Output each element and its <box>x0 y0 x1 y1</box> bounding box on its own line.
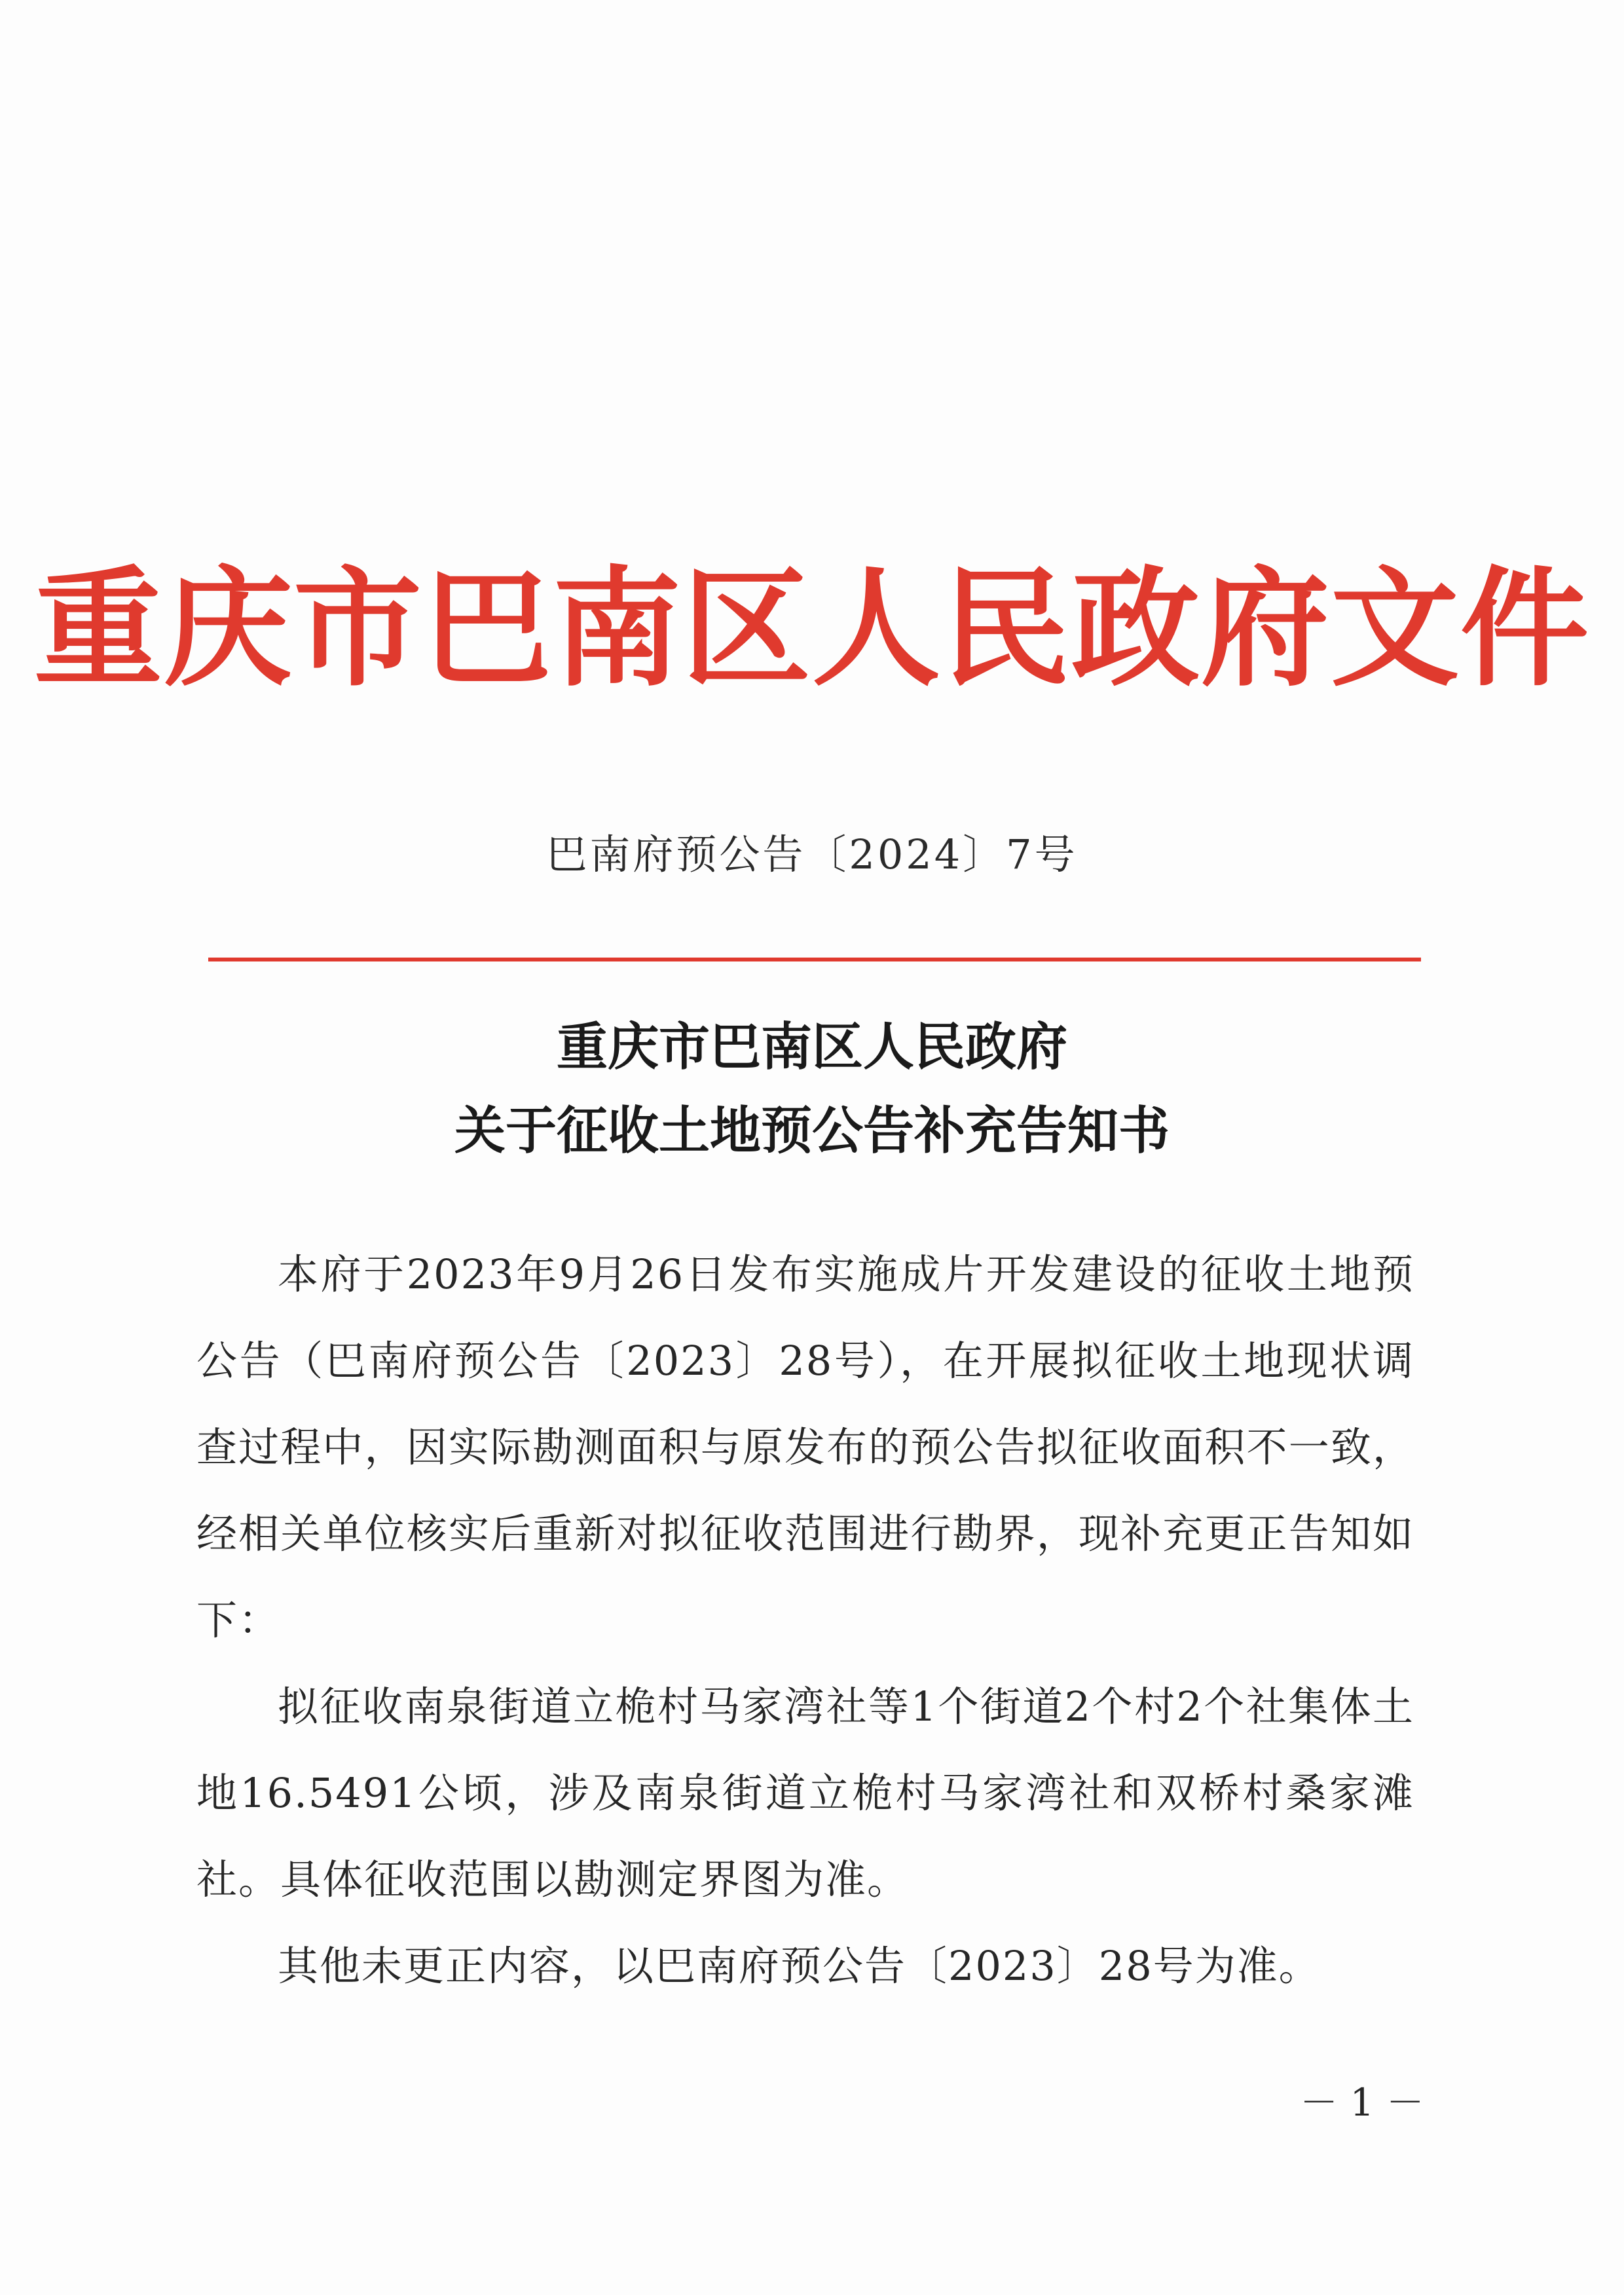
masthead-title: 重庆市巴南区人民政府文件 <box>33 553 1590 704</box>
notice-title <box>0 1005 1624 1173</box>
red-separator-line <box>208 958 1421 961</box>
body-paragraph-3: 其他未更正内容，以巴南府预公告〔2023〕28号为准。 <box>278 1942 1321 1990</box>
page-number: － 1 － <box>1300 2080 1424 2125</box>
body-paragraph-1: 本府于2023年9月26日发布实施成片开发建设的征收土地预公告（巴南府预公告〔2023〕28号），在开展拟征收土地现状调查过程中，因实际勘测面积与原发布的预公告拟征收面积不一致，经相关单位核实后重新对拟征收范围进行勘界，现补充更正告知如下： <box>196 1250 1414 1644</box>
body-paragraph-2: 拟征收南泉街道立桅村马家湾社等1个街道2个村2个社集体土地16.5491公顷，涉及南泉街道立桅村马家湾社和双桥村桑家滩社。具体征收范围以勘测定界图为准。 <box>196 1683 1414 1903</box>
notice-title-line-2: 关于征收土地预公告补充告知书 <box>454 1101 1170 1161</box>
document-number: 巴南府预公告〔2024〕7号 <box>546 830 1078 878</box>
notice-body <box>196 1231 1414 2009</box>
notice-title-line-1: 重庆市巴南区人民政府 <box>556 1017 1067 1077</box>
